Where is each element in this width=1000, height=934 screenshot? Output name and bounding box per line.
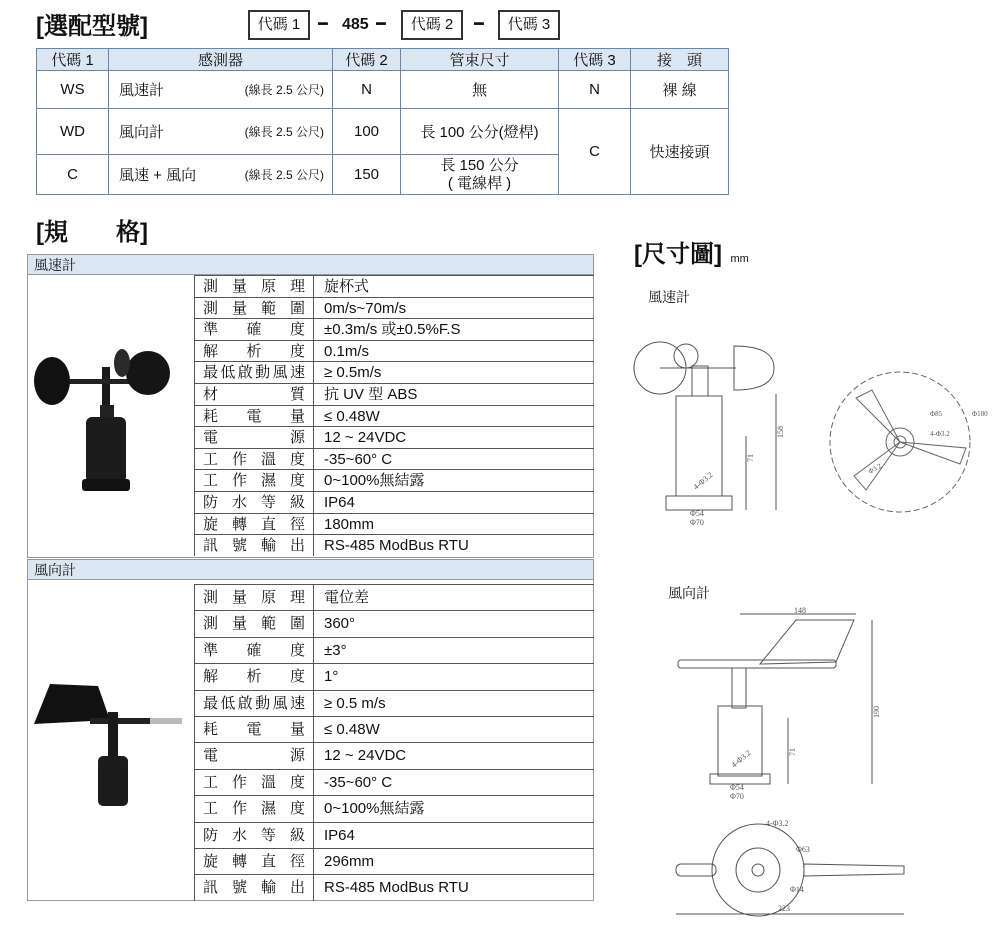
spec-row	[194, 361, 594, 383]
spec-row	[194, 742, 594, 768]
spec-key: 測 量 範 圍	[194, 611, 314, 636]
spec-key: 解 析 度	[194, 341, 314, 362]
selection-title: [選配型號]	[36, 13, 148, 40]
anemo-dim-158: 158	[776, 426, 785, 438]
spec-value: 180mm	[324, 515, 375, 533]
anemometer-spec-panel	[27, 254, 594, 558]
code-485: 485	[342, 16, 369, 33]
anemo-dim-70: Φ70	[690, 518, 704, 527]
spec-value: 0~100%無結露	[324, 800, 425, 818]
cell-code2: 150	[333, 155, 401, 195]
cell-connector: 裸 線	[631, 71, 729, 109]
spec-row	[194, 383, 594, 405]
anemo-dim-71: 71	[746, 454, 755, 462]
spec-value: RS-485 ModBus RTU	[324, 537, 469, 555]
spec-key: 解 析 度	[194, 664, 314, 689]
spec-row	[194, 318, 594, 340]
vane-dim-hole2: 4-Φ3.2	[766, 819, 789, 828]
spec-value: ±0.3m/s 或±0.5%F.S	[324, 321, 461, 339]
spec-value: 旋杯式	[324, 278, 370, 295]
cell-connector: 快速接頭	[631, 109, 729, 195]
spec-key: 工 作 溫 度	[194, 449, 314, 470]
spec-value: IP64	[324, 826, 355, 844]
table-row	[37, 109, 729, 155]
vane-dim-148: 148	[794, 606, 806, 615]
spec-value: ±3°	[324, 641, 347, 659]
vane-side-drawing	[668, 606, 900, 806]
separator: ━	[474, 16, 484, 33]
vane-dim-14: Φ14	[790, 885, 804, 894]
spec-key: 訊 號 輸 出	[194, 875, 314, 900]
spec-row	[194, 448, 594, 470]
vane-dim-63: Φ63	[796, 845, 810, 854]
spec-value: 電位差	[324, 589, 370, 606]
vane-dim-223: 223	[778, 904, 790, 913]
anemo-dim-32: Φ3.2	[867, 461, 884, 476]
spec-value: 296mm	[324, 853, 375, 870]
cell-size: 無	[401, 71, 559, 109]
anemo-dim-54: Φ54	[690, 509, 704, 518]
sensor-name: 風速計	[119, 82, 165, 99]
cell-code1: WD	[37, 109, 109, 155]
spec-row	[194, 513, 594, 535]
cell-sensor	[109, 109, 333, 155]
anemometer-spec-header: 風速計	[28, 255, 593, 275]
spec-key: 測 量 原 理	[194, 585, 314, 610]
spec-key: 測 量 原 理	[194, 276, 314, 297]
spec-value: 抗 UV 型 ABS	[324, 386, 418, 403]
spec-value: 360°	[324, 615, 356, 633]
cell-code2: N	[333, 71, 401, 109]
vane-dim-hole: 4-Φ3.2	[729, 748, 753, 770]
spec-key: 準 確 度	[194, 638, 314, 663]
spec-key: 耗 電 量	[194, 406, 314, 427]
spec-row	[194, 637, 594, 663]
vane-dim-190: 190	[872, 706, 881, 718]
anemo-dim-hole2: 4-Φ3.2	[930, 430, 950, 438]
cell-size	[401, 155, 559, 195]
cell-sensor	[109, 71, 333, 109]
col-code3: 代碼 3	[559, 49, 631, 71]
spec-value: -35~60° C	[324, 773, 393, 791]
spec-key: 最 低 啟 動 風 速	[194, 691, 314, 716]
spec-key: 旋 轉 直 徑	[194, 849, 314, 874]
spec-row	[194, 426, 594, 448]
cell-code1: WS	[37, 71, 109, 109]
spec-value: ≥ 0.5 m/s	[324, 694, 386, 712]
col-code2: 代碼 2	[333, 49, 401, 71]
spec-row	[194, 690, 594, 716]
spec-value: 1°	[324, 668, 339, 686]
spec-key: 耗 電 量	[194, 717, 314, 742]
spec-key: 工 作 濕 度	[194, 796, 314, 821]
sensor-note: (線長 2.5 公尺)	[244, 83, 324, 97]
separator: ━	[318, 16, 328, 33]
col-size: 管束尺寸	[401, 49, 559, 71]
specs-title: [規 格]	[36, 219, 148, 246]
cell-code1: C	[37, 155, 109, 195]
spec-row	[194, 610, 594, 636]
spec-key: 電 源	[194, 743, 314, 768]
vane-dim-70: Φ70	[730, 792, 744, 801]
code2-box: 代碼 2	[401, 10, 463, 40]
spec-value: 12 ~ 24VDC	[324, 429, 407, 447]
size-line1: 長 150 公分	[440, 156, 519, 174]
col-connector: 接 頭	[631, 49, 729, 71]
selection-table	[36, 48, 729, 195]
spec-key: 工 作 濕 度	[194, 470, 314, 491]
spec-value: 0~100%無結露	[324, 472, 425, 490]
spec-row	[194, 716, 594, 742]
spec-key: 旋 轉 直 徑	[194, 514, 314, 535]
spec-row	[194, 663, 594, 689]
spec-row	[194, 405, 594, 427]
spec-row	[194, 275, 594, 297]
spec-row	[194, 491, 594, 513]
anemometer-side-drawing	[626, 326, 826, 531]
vane-dim-71: 71	[788, 748, 797, 756]
size-line2: ( 電線桿 )	[447, 174, 512, 192]
sensor-note: (線長 2.5 公尺)	[244, 168, 324, 182]
spec-key: 測 量 範 圍	[194, 298, 314, 319]
vane-dim-label: 風向計	[668, 585, 710, 601]
spec-key: 材 質	[194, 384, 314, 405]
spec-value: 12 ~ 24VDC	[324, 747, 407, 765]
sensor-note: (線長 2.5 公尺)	[244, 125, 324, 139]
spec-value: IP64	[324, 494, 355, 511]
sensor-name: 風向計	[119, 124, 165, 141]
vane-spec-panel	[27, 559, 594, 901]
spec-key: 訊 號 輸 出	[194, 535, 314, 556]
spec-key: 防 水 等 級	[194, 823, 314, 848]
cell-sensor	[109, 155, 333, 195]
spec-value: 0m/s~70m/s	[324, 299, 407, 317]
spec-row	[194, 534, 594, 556]
anemometer-top-drawing	[826, 338, 998, 528]
spec-value: 0.1m/s	[324, 342, 370, 360]
table-row	[37, 71, 729, 109]
cell-size: 長 100 公分(燈桿)	[401, 109, 559, 155]
vane-spec-header: 風向計	[28, 560, 593, 580]
spec-row	[194, 822, 594, 848]
sensor-name: 風速 + 風向	[119, 167, 197, 184]
wind-vane-photo	[30, 660, 190, 810]
dimension-title-wrap	[634, 234, 749, 269]
spec-key: 最 低 啟 動 風 速	[194, 362, 314, 383]
spec-row	[194, 340, 594, 362]
spec-row	[194, 469, 594, 491]
anemometer-photo	[30, 315, 190, 505]
separator: ━	[376, 16, 386, 33]
col-sensor: 感測器	[109, 49, 333, 71]
dimension-unit: mm	[730, 253, 749, 265]
dimension-title: [尺寸圖]	[634, 241, 722, 268]
vane-top-drawing	[668, 812, 914, 924]
anemo-dim-180: Φ180	[972, 410, 988, 418]
spec-value: ≥ 0.5m/s	[324, 364, 382, 382]
anemo-dim-hole: 4-Φ3.2	[691, 470, 715, 492]
code1-box: 代碼 1	[248, 10, 310, 40]
spec-key: 電 源	[194, 427, 314, 448]
spec-row	[194, 795, 594, 821]
col-code1: 代碼 1	[37, 49, 109, 71]
vane-dim-54: Φ54	[730, 783, 744, 792]
spec-value: ≤ 0.48W	[324, 407, 380, 425]
anemometer-dim-label: 風速計	[648, 289, 690, 305]
spec-row	[194, 297, 594, 319]
spec-key: 防 水 等 級	[194, 492, 314, 513]
anemo-dim-85: Φ85	[930, 410, 943, 418]
code3-box: 代碼 3	[498, 10, 560, 40]
spec-row	[194, 848, 594, 874]
spec-row	[194, 769, 594, 795]
spec-row	[194, 874, 594, 900]
cell-code2: 100	[333, 109, 401, 155]
spec-value: -35~60° C	[324, 450, 393, 468]
cell-code3: N	[559, 71, 631, 109]
spec-row	[194, 584, 594, 610]
cell-code3: C	[559, 109, 631, 195]
spec-value: RS-485 ModBus RTU	[324, 879, 469, 897]
spec-key: 準 確 度	[194, 319, 314, 340]
spec-key: 工 作 溫 度	[194, 770, 314, 795]
spec-value: ≤ 0.48W	[324, 721, 380, 738]
